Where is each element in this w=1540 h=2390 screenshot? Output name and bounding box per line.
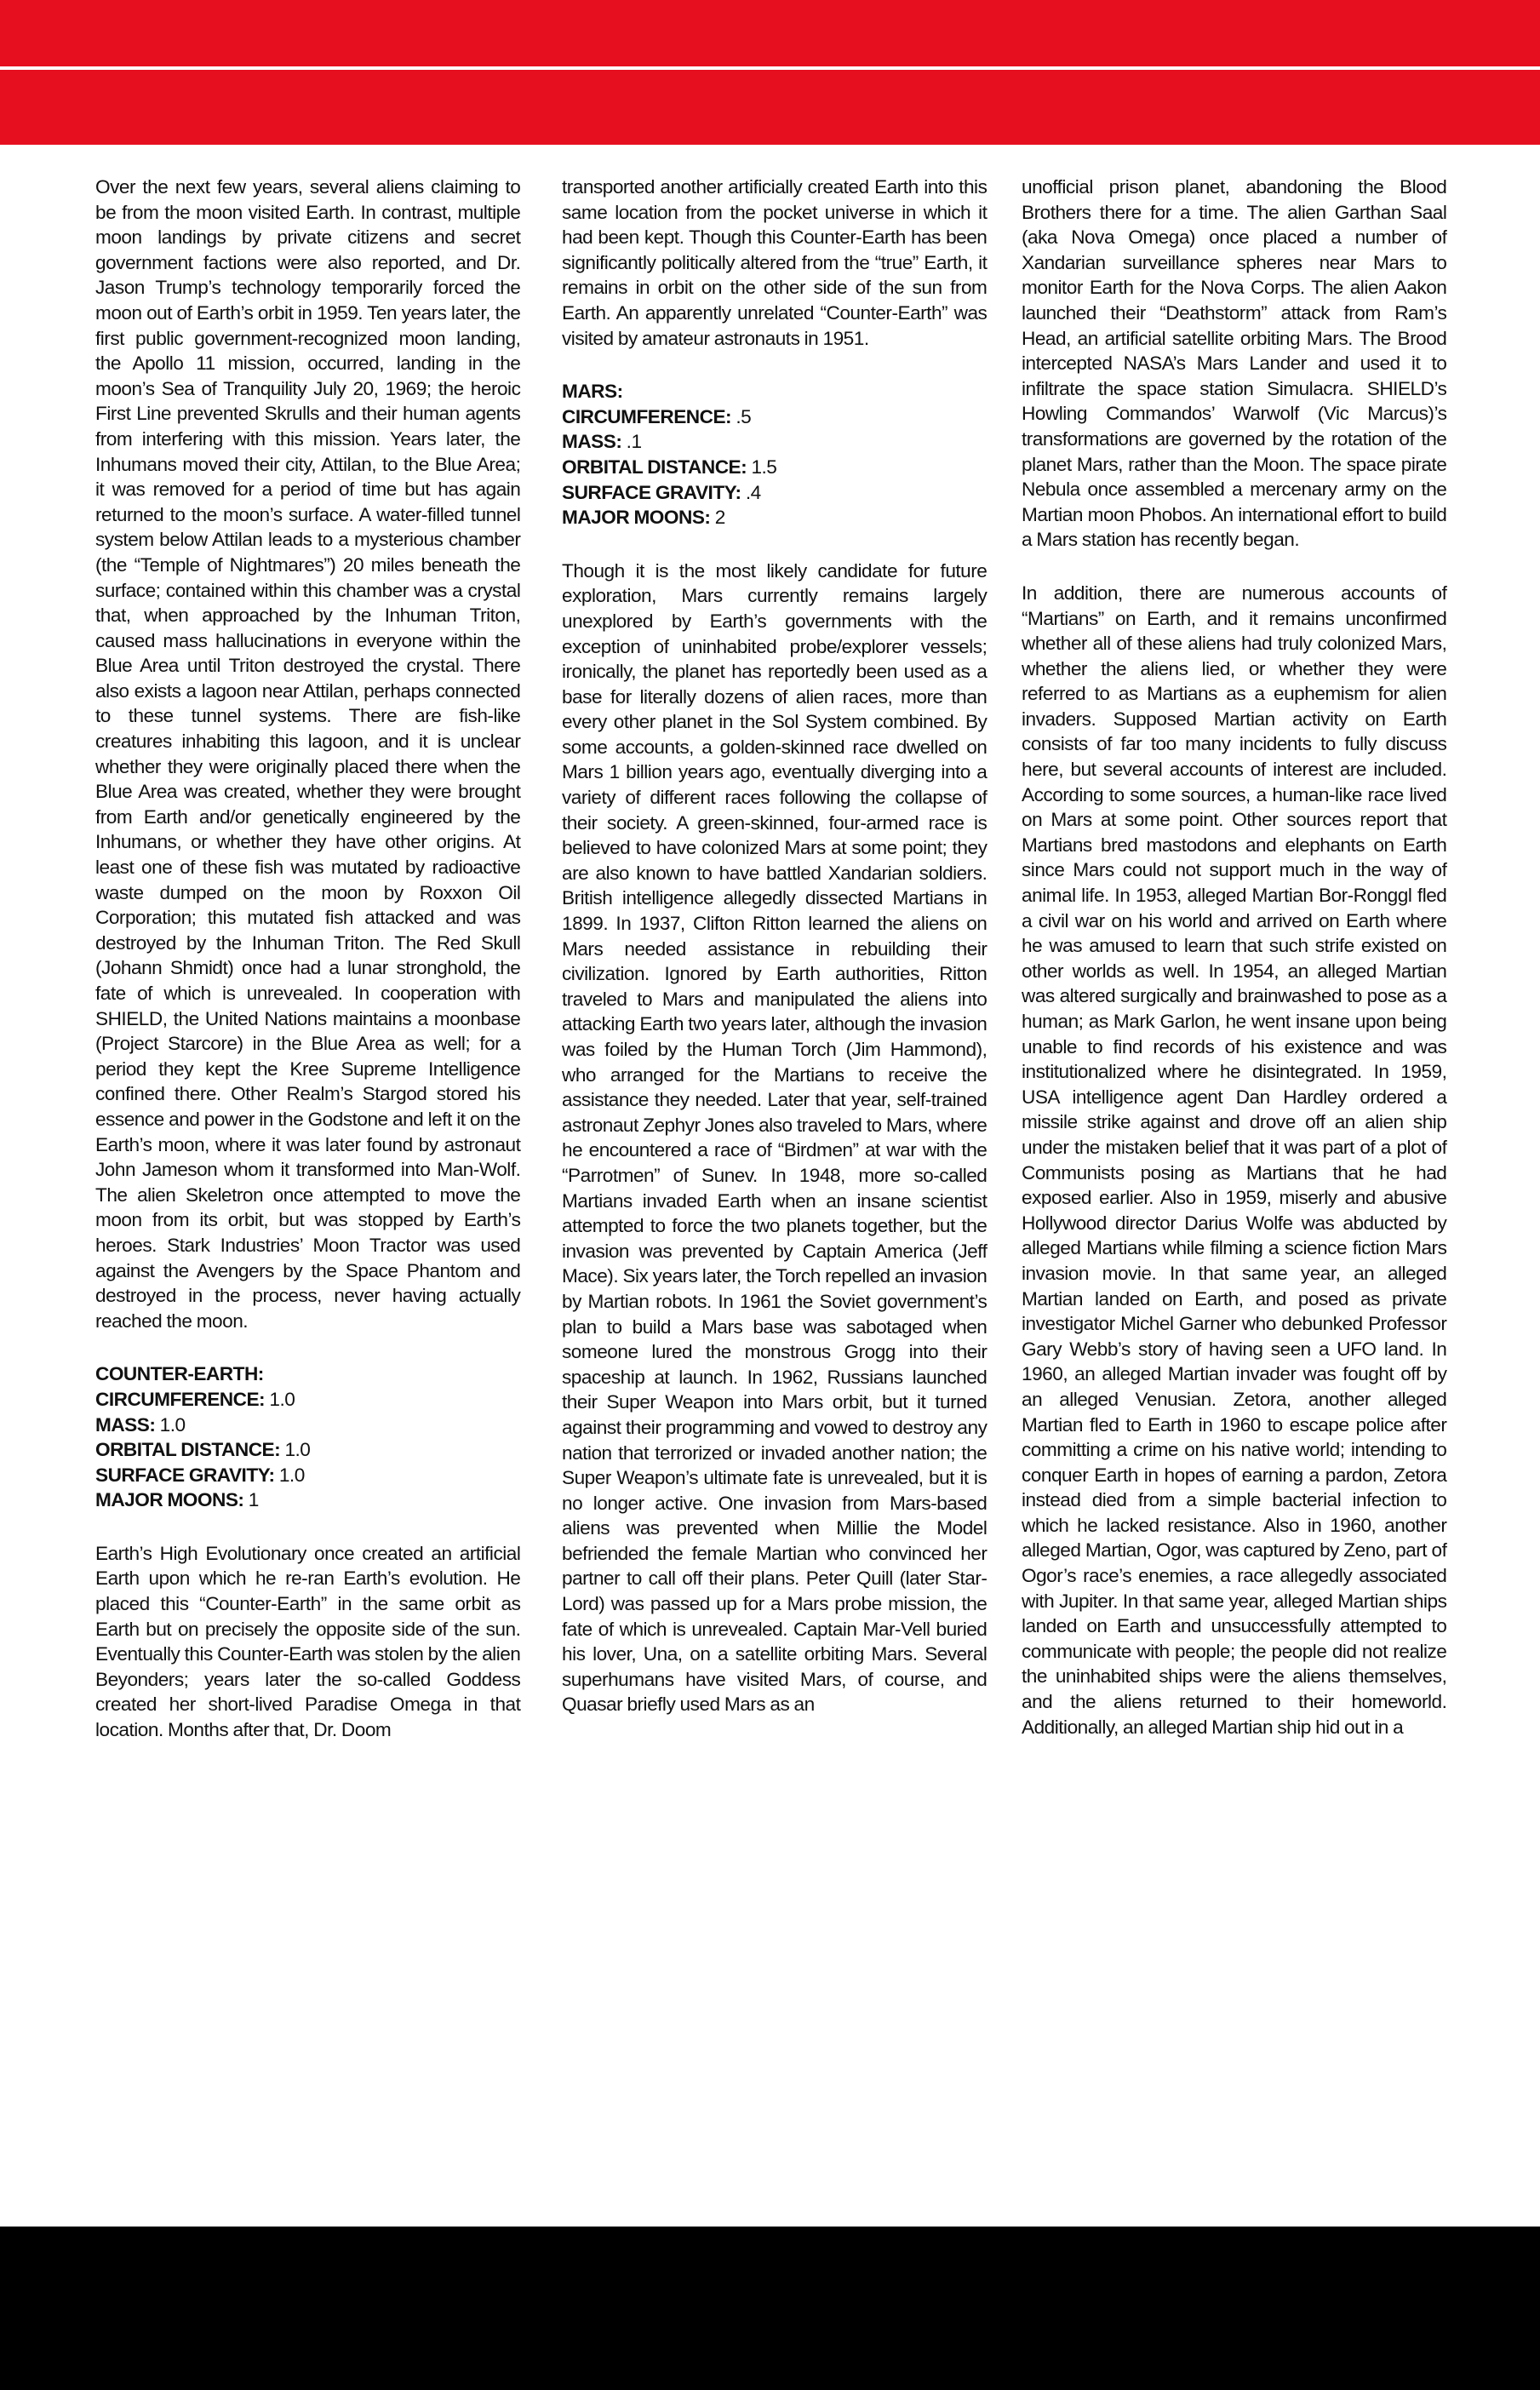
mars-paragraph: Though it is the most likely candidate for future exploration, Mars currently remains largely unexplored by Earth’s governments with the exception of uninhabited probe/explorer vessels; ironically, the planet has reportedly been used as a base for literally dozens of alien races, more than every other planet in the Sol System combined. By some accounts, a golden-skinned race dwelled on Mars 1 billion years ago, eventually diverging into a variety of different races following the collapse of their society. A green-skinned, four-armed race is believed to have colonized Mars at some point; they are also known to have battled Xandarian soldiers. British intelligence allegedly dissected Martians in 1899. In 1937, Clifton Ritton learned the aliens on Mars needed assistance in rebuilding their civilization. Ignored by Earth authorities, Ritton traveled to Mars and manipulated the aliens into attacking Earth two years later, although the invasion was foiled by the Human Torch (Jim Hammond), who arranged for the Martians to receive the assistance they needed. Later that year, self-trained astronaut Zephyr Jones also traveled to Mars, where he encountered a race of “Birdmen” at war with the “Parrotmen” of Sunev. In 1948, more so-called Martians invaded Earth when an insane scientist attempted to force the two planets together, but the invasion was prevented by Captain America (Jeff Mace). Six years later, the Torch repelled an invasion by Martian robots. In 1961 the Soviet government’s plan to build a Mars base was sabotaged when someone lured the monstrous Grogg into their spaceship at launch. In 1962, Russians launched their Super Weapon into Mars orbit, but it turned against their programming and vowed to destroy any nation that terrorized or invaded another nation; the Super Weapon’s ultimate fate is unrevealed, but it is no longer active. One invasion from Mars-based aliens was prevented when Millie the Model befriended the female Martian who convinced her partner to call off their plans. Peter Quill (later Star-Lord) was passed up for a Mars probe mission, the fate of which is unrevealed. Captain Mar-Vell buried his lover, Una, on a satellite orbiting Mars. Several superhumans have visited Mars, of course, and Quasar briefly used Mars as an [562, 559, 988, 1716]
martians-on-earth-paragraph: In addition, there are numerous accounts of “Martians” on Earth, and it remains unconfirmed whether all of these aliens had truly colonized Mars, whether the aliens lied, or whether they were referred to as Martians as a euphemism for alien invaders. Supposed Martian activity on Earth consists of far too many incidents to fully discuss here, but several accounts of interest are included. According to some sources, a human-like race lived on Mars at some point. Other sources report that Martians bred mastodons and elephants on Earth since Mars could not support much in the way of animal life. In 1953, alleged Martian Bor-Ronggl fled a civil war on his world and arrived on Earth where he was amused to learn that such strife existed on other worlds as well. In 1954, an alleged Martian was altered surgically and brainwashed to pose as a human; as Mark Garlon, he went insane upon being unable to find records of his existence and was institutionalized where he disintegrated. In 1959, USA intelligence agent Dan Hardley ordered a missile strike against and drove off an alien ship under the mistaken belief that it was part of a plot of Communists posing as Martians that he had exposed earlier. Also in 1959, miserly and abusive Hollywood director Darius Wolfe was abducted by alleged Martians while filming a science fiction Mars invasion movie. In that same year, an alleged Martian landed on Earth, and posed as private investigator Michel Garner who debunked Professor Gary Webb’s story of having seen a UFO land. In 1960, an alleged Martian invader was fought off by an alleged Venusian. Zetora, another alleged Martian fled to Earth in 1960 to escape police after committing a crime on his native world; intending to conquer Earth in hopes of earning a pardon, Zetora instead died from a simple bacterial infection to which he lacked resistance. Also in 1960, another alleged Martian, Ogor, was captured by Zeno, part of Ogor’s race’s enemies, a race allegedly associated with Jupiter. In that same year, alleged Martian ships landed on Earth and unsuccessfully attempted to communicate with people; the people did not realize the uninhabited ships were the aliens themselves, and the aliens returned to their homeworld. Additionally, an alleged Martian ship hid out in a [1022, 582, 1447, 1738]
stat-value: .1 [621, 431, 642, 453]
stat-label: MASS: [95, 1413, 156, 1436]
stat-value: 1.0 [280, 1439, 311, 1461]
stat-value: 1.5 [747, 456, 777, 478]
counter-earth-title: COUNTER-EARTH: [95, 1363, 264, 1385]
counter-earth-continued-paragraph: transported another artificially created Earth into this same location from the pocket universe in which it had been kept. Though this Counter-Earth has been significantly politically altered from the “true” Earth, it remains in orbit on the other side of the sun from Earth. An apparently unrelated “Counter-Earth” was visited by amateur astronauts in 1951. [562, 176, 988, 349]
mars-title: MARS: [562, 381, 623, 403]
page-header-band [0, 0, 1540, 145]
text-column-1 [95, 175, 520, 1743]
stat-value: 1.0 [274, 1464, 305, 1486]
counter-earth-paragraph: Earth’s High Evolutionary once created an artificial Earth upon which he re-ran Earth’s evolution. He placed this “Counter-Earth” in the same orbit as Earth but on precisely the opposite side of the sun. Eventually this Counter-Earth was stolen by the alien Beyonders; years later the so-called Goddess created her short-lived Paradise Omega in that location. Months after that, Dr. Doom [95, 1542, 521, 1741]
mars-continued-paragraph: unofficial prison planet, abandoning the Blood Brothers there for a time. The alien Garthan Saal (aka Nova Omega) once placed a number of Xandarian surveillance spheres near Mars to monitor Earth for the Nova Corps. The alien Aakon launched their “Deathstorm” attack from Ram’s Head, an artificial satellite orbiting Mars. The Brood intercepted NASA’s Mars Lander and used it to infiltrate the space station Simulacra. SHIELD’s Howling Commandos’ Warwolf (Vic Marcus)’s transformations are governed by the rotation of the planet Mars, rather than the Moon. The space pirate Nebula once assembled a mercenary army on the Martian moon Phobos. An international effort to build a Mars station has recently began. [1022, 176, 1447, 551]
stat-label: SURFACE GRAVITY: [95, 1464, 275, 1486]
stat-label: MAJOR MOONS: [95, 1489, 244, 1511]
stat-label: MAJOR MOONS: [562, 507, 711, 529]
stat-value: 2 [710, 507, 725, 529]
stat-label: SURFACE GRAVITY: [562, 481, 741, 503]
stat-label: CIRCUMFERENCE: [95, 1388, 266, 1410]
mars-stats [562, 379, 987, 530]
stat-label: MASS: [562, 431, 622, 453]
stat-value: 1.0 [265, 1388, 295, 1410]
stat-value: 1.0 [155, 1413, 186, 1436]
page-footer-band [0, 2227, 1540, 2390]
text-column-2 [562, 175, 987, 1717]
stat-value: .4 [741, 481, 761, 503]
stat-label: CIRCUMFERENCE: [562, 405, 732, 427]
stat-label: ORBITAL DISTANCE: [562, 456, 747, 478]
moon-continued-paragraph: Over the next few years, several aliens claiming to be from the moon visited Earth. In contrast, multiple moon landings by private citizens and secret government factions were also reported, and Dr. Jason Trump’s technology temporarily forced the moon out of Earth’s orbit in 1959. Ten years later, the first public government-recognized moon landing, the Apollo 11 mission, occurred, landing in the moon’s Sea of Tranquility July 20, 1969; the heroic First Line prevented Skrulls and their human agents from interfering with this mission. Years later, the Inhumans moved their city, Attilan, to the Blue Area; it was removed for a period of time but has again returned to the moon’s surface. A water-filled tunnel system below Attilan leads to a mysterious chamber (the “Temple of Nightmares”) 20 miles beneath the surface; contained within this chamber was a crystal that, when approached by the Inhuman Triton, caused mass hallucinations in everyone within the Blue Area until Triton destroyed the crystal. There also exists a lagoon near Attilan, perhaps connected to these tunnel systems. There are fish-like creatures inhabiting this lagoon, and it is unclear whether they were originally placed there when the Blue Area was created, whether they were brought from Earth and/or genetically engineered by the Inhumans, or whether they have other origins. At least one of these fish was mutated by radioactive waste dumped on the moon by Roxxon Oil Corporation; this mutated fish attacked and was destroyed by the Inhuman Triton. The Red Skull (Johann Shmidt) once had a lunar stronghold, the fate of which is unrevealed. In cooperation with SHIELD, the United Nations maintains a moonbase (Project Starcore) in the Blue Area as well; for a period they kept the Kree Supreme Intelligence confined there. Other Realm’s Stargod stored his essence and power in the Godstone and left it on the Earth’s moon, where it was later found by astronaut John Jameson whom it transformed into Man-Wolf. The alien Skeletron once attempted to move the moon from its orbit, but was stopped by Earth’s heroes. Stark Industries’ Moon Tractor was used against the Avengers by the Space Phantom and destroyed in the process, never having actually reached the moon. [95, 176, 521, 1332]
counter-earth-stats [95, 1361, 520, 1513]
stat-value: .5 [731, 405, 752, 427]
text-column-3 [1022, 175, 1446, 1739]
stat-value: 1 [243, 1489, 259, 1511]
header-divider-line [0, 66, 1540, 70]
stat-label: ORBITAL DISTANCE: [95, 1439, 281, 1461]
